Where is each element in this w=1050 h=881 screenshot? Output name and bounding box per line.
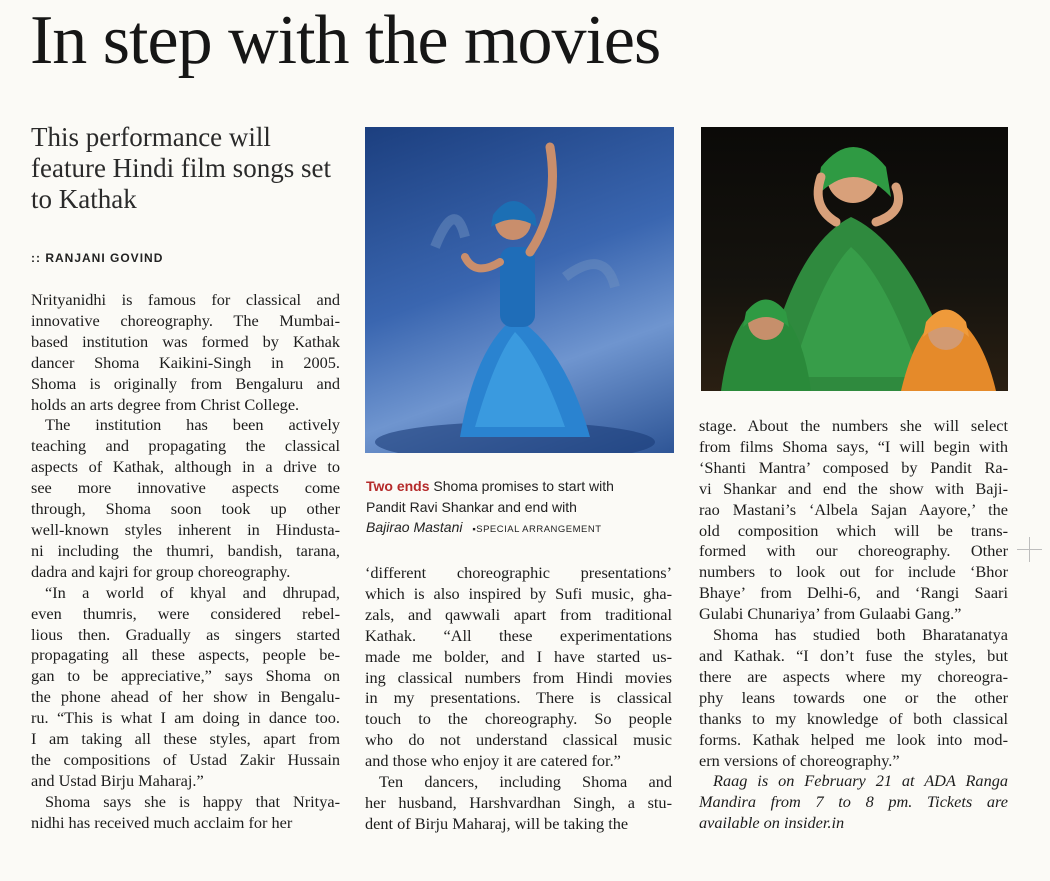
text-line: dadra and kajri for group choreography. (31, 561, 291, 581)
text-line: Mandira from 7 to 8 pm. Tickets are (699, 792, 1008, 812)
text-line: and Ustad Birju Maharaj.” (31, 770, 204, 790)
dancers-green-illustration (701, 127, 1008, 391)
text-line: rao Mastani’s ‘Albela Sajan Aayore,’ the (699, 499, 1008, 519)
deck-subheading: This performance will feature Hindi film songs set to Kathak (31, 122, 331, 214)
text-line: which is also inspired by Sufi music, gha- (365, 583, 672, 603)
text-line: holds an arts degree from Christ College. (31, 394, 300, 414)
text-line: there are aspects where my choreogra- (699, 666, 1008, 686)
text-line: dancer Shoma Kaikini-Singh in 2005. (31, 352, 340, 372)
text-line: Nrityanidhi is famous for classical and (31, 290, 340, 309)
text-line: nidhi has received much acclaim for her (31, 812, 293, 832)
text-line: ing classical numbers from Hindi movies (365, 667, 672, 687)
text-line: ‘Shanti Mantra’ composed by Pandit Ra- (699, 457, 1008, 477)
byline (31, 251, 163, 265)
text-line: touch to the choreography. So people (365, 709, 672, 729)
text-line: Kathak. “All these experimentations (365, 625, 672, 645)
text-line: the compositions of Ustad Zakir Hussain (31, 749, 340, 769)
text-line: her husband, Harshvardhan Singh, a stu- (365, 792, 672, 812)
text-line: and those who enjoy it are catered for.” (365, 751, 621, 771)
caption-line1: Shoma promises to start with (433, 478, 614, 494)
text-line: through, Shoma soon took up other (31, 499, 340, 519)
text-line: Shoma says she is happy that Nritya- (45, 791, 340, 811)
text-line: forms. Kathak helped me look into mod- (699, 729, 1008, 749)
text-column-2 (365, 563, 672, 835)
text-line: from films Shoma says, “I will begin with (699, 436, 1008, 456)
text-line: well-known styles inherent in Hindusta- (31, 519, 340, 539)
crosshair-icon (1017, 537, 1042, 562)
text-line: vi Shankar and end the show with Baji- (699, 478, 1008, 498)
photo-credit: ▪SPECIAL ARRANGEMENT (472, 524, 602, 535)
dancer-blue-illustration (365, 127, 674, 453)
text-line: aspects of Kathak, although in a drive to (31, 457, 340, 477)
text-line: stage. About the numbers she will select (699, 416, 1008, 435)
text-line: Ten dancers, including Shoma and (379, 772, 672, 792)
text-line: teaching and propagating the classical (31, 436, 340, 456)
text-line: Raag is on February 21 at ADA Ranga (713, 771, 1008, 791)
photo-dancers-green (701, 127, 1008, 391)
text-line: “In a world of khyal and dhrupad, (45, 582, 340, 602)
text-line: propagating all these aspects, people be- (31, 645, 340, 665)
text-line: ni including the thumri, bandish, tarana, (31, 540, 340, 560)
text-line: The institution has been actively (45, 415, 340, 435)
text-line: Shoma is originally from Bengaluru and (31, 373, 340, 393)
text-line: Bhaye’ from Delhi-6, and ‘Rangi Saari (699, 583, 1008, 603)
text-line: in my presentations. There is classical (365, 688, 672, 708)
text-line: old composition which will be trans- (699, 520, 1008, 540)
text-line: I am taking all these styles, apart from (31, 729, 340, 749)
headline: In step with the movies (30, 2, 661, 79)
text-line: zals, and qawwali apart from traditional (365, 604, 672, 624)
text-line: available on insider.in (699, 813, 845, 833)
text-line: the phone ahead of her show in Bengalu- (31, 687, 340, 707)
photo-caption (366, 476, 676, 541)
text-line: ‘different choreographic presentations’ (365, 563, 672, 582)
text-column-3 (699, 416, 1008, 834)
text-line: numbers to look out for include ‘Bhor (699, 562, 1008, 582)
text-line: based institution was formed by Kathak (31, 331, 340, 351)
byline-author: RANJANI GOVIND (45, 251, 164, 265)
text-line: ern versions of choreography.” (699, 750, 900, 770)
text-line: thanks to my knowledge of both classical (699, 708, 1008, 728)
text-line: lious then. Gradually as singers started (31, 624, 340, 644)
text-line: phy leans towards one or the other (699, 687, 1008, 707)
text-line: Gulabi Chunariya’ from Gulaabi Gang.” (699, 604, 962, 624)
text-line: gan to be appreciative,” says Shoma on (31, 666, 340, 686)
text-line: innovative choreography. The Mumbai- (31, 310, 340, 330)
byline-mark: :: (31, 251, 41, 265)
text-line: ru. “This is what I am doing in dance too. (31, 708, 340, 728)
caption-title: Bajirao Mastani (366, 519, 463, 535)
text-line: see more innovative aspects come (31, 478, 340, 498)
text-line: who do not understand classical music (365, 730, 672, 750)
caption-line2: Pandit Ravi Shankar and end with (366, 498, 577, 515)
photo-dancer-blue (365, 127, 674, 453)
text-line: made me bolder, and I have started us- (365, 646, 672, 666)
text-line: even thumris, were considered rebel- (31, 603, 340, 623)
text-line: and Kathak. “I don’t fuse the styles, but (699, 645, 1008, 665)
text-line: formed with our choreography. Other (699, 541, 1008, 561)
text-line: dent of Birju Maharaj, will be taking the (365, 813, 629, 833)
text-column-1 (31, 290, 340, 834)
text-line: Shoma has studied both Bharatanatya (713, 625, 1008, 645)
caption-lead: Two ends (366, 478, 430, 494)
